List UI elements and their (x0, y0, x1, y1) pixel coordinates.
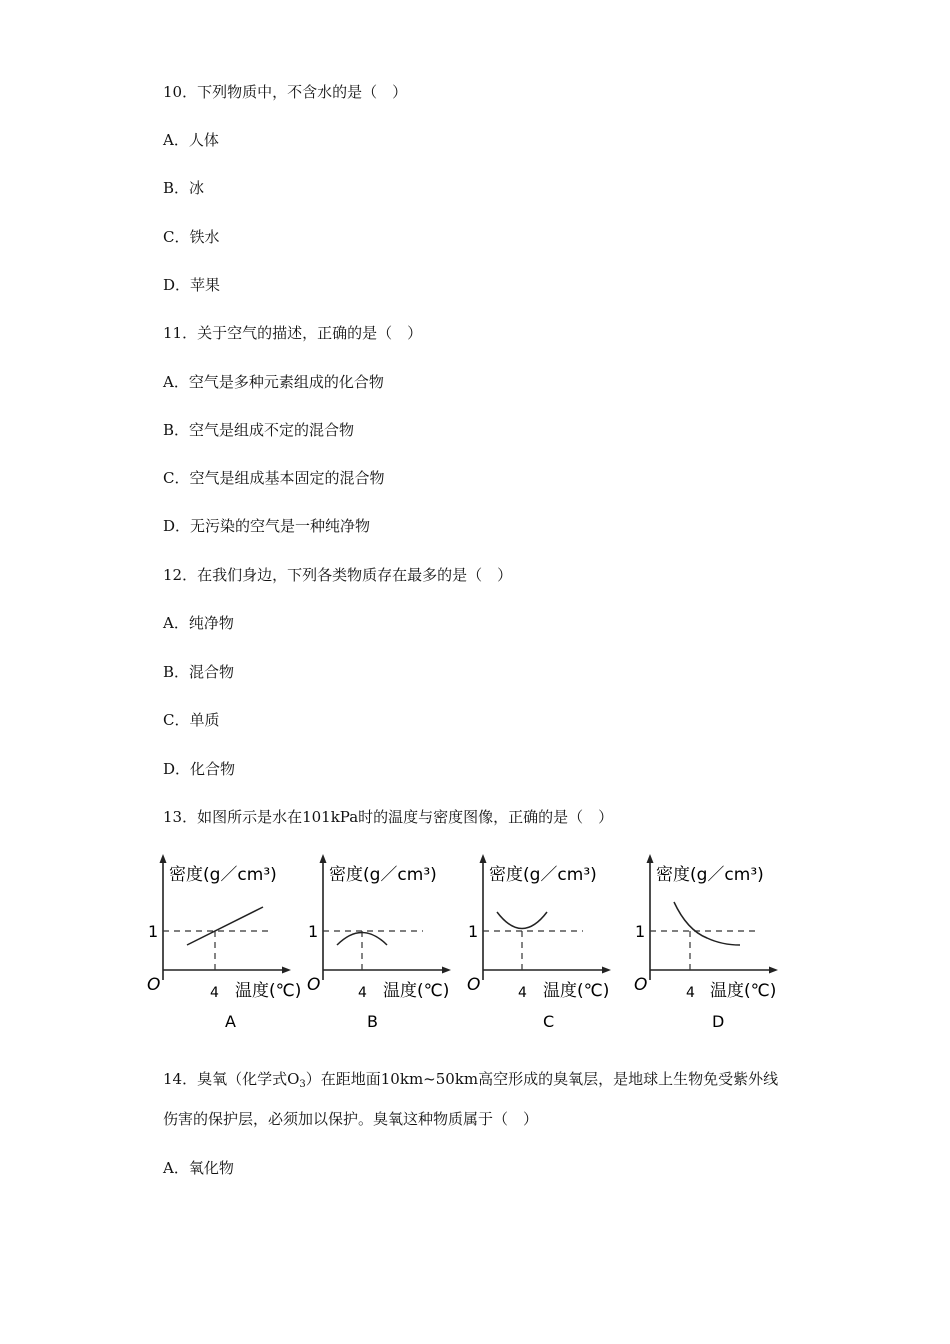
q11-option-b: B．空气是组成不定的混合物 (163, 421, 355, 439)
graph-b-ylabel: 密度(g／cm³) (329, 865, 437, 885)
q12-option-a: A．纯净物 (163, 614, 234, 632)
graph-d-y-tick: 1 (635, 922, 646, 941)
q12-option-d: D．化合物 (163, 760, 236, 778)
q10-option-c: C．铁水 (163, 228, 220, 246)
graph-c-curve (497, 912, 547, 929)
graph-b-x-tick: 4 (358, 985, 367, 1001)
graph-d (632, 850, 797, 1050)
graph-b (305, 850, 470, 1050)
graph-d-x-arrow (769, 967, 778, 974)
graph-d-origin: O (634, 975, 648, 995)
graph-d-curve (674, 902, 740, 945)
q14-option-a: A．氧化物 (163, 1159, 234, 1177)
graph-b-svg (305, 850, 470, 1050)
q14-stem-part2: ）在距地面10km~50km高空形成的臭氧层，是地球上生物免受紫外线 (305, 1070, 779, 1088)
graph-a-curve (187, 907, 263, 945)
q14-stem-line2: 伤害的保护层，必须加以保护。臭氧这种物质属于（ ） (163, 1110, 539, 1128)
graph-b-xlabel: 温度(℃) (383, 981, 450, 1001)
q14-stem-part1: 14．臭氧（化学式O (163, 1070, 300, 1088)
q12-stem: 12．在我们身边，下列各类物质存在最多的是（ ） (163, 566, 513, 584)
graph-a-y-tick: 1 (148, 922, 159, 941)
graph-d-xlabel: 温度(℃) (710, 981, 777, 1001)
graph-a (145, 850, 310, 1050)
graph-a-svg (145, 850, 310, 1050)
graph-b-y-arrow (320, 854, 327, 863)
q10-option-b: B．冰 (163, 179, 205, 197)
graph-b-letter: B (367, 1012, 378, 1031)
graph-b-origin: O (307, 975, 321, 995)
q10-option-d: D．苹果 (163, 276, 221, 294)
graph-c (465, 850, 630, 1050)
q10-option-a: A．人体 (163, 131, 219, 149)
graph-c-letter: C (543, 1012, 555, 1031)
graph-a-ylabel: 密度(g／cm³) (169, 865, 277, 885)
q14-subscript: 3 (299, 1079, 306, 1090)
q11-option-d: D．无污染的空气是一种纯净物 (163, 517, 371, 535)
graph-d-ylabel: 密度(g／cm³) (656, 865, 764, 885)
graph-b-x-arrow (442, 967, 451, 974)
graph-b-y-tick: 1 (308, 922, 319, 941)
graph-c-ylabel: 密度(g／cm³) (489, 865, 597, 885)
q13-graph-figure (135, 850, 815, 1050)
q14-stem-line1 (163, 1069, 778, 1095)
q13-stem: 13．如图所示是水在101kPa时的温度与密度图像，正确的是（ ） (163, 808, 614, 826)
q12-option-b: B．混合物 (163, 663, 235, 681)
graph-d-y-arrow (647, 854, 654, 863)
graph-a-y-arrow (160, 854, 167, 863)
q12-option-c: C．单质 (163, 711, 220, 729)
graph-a-origin: O (147, 975, 161, 995)
graph-c-x-tick: 4 (518, 985, 527, 1001)
q11-option-a: A．空气是多种元素组成的化合物 (163, 373, 384, 391)
graph-c-x-arrow (602, 967, 611, 974)
graph-c-y-tick: 1 (468, 922, 479, 941)
graph-a-x-tick: 4 (210, 985, 219, 1001)
graph-d-letter: D (712, 1012, 725, 1031)
q11-option-c: C．空气是组成基本固定的混合物 (163, 469, 385, 487)
graph-a-letter: A (225, 1012, 236, 1031)
q11-stem: 11．关于空气的描述，正确的是（ ） (163, 324, 423, 342)
graph-c-y-arrow (480, 854, 487, 863)
graph-c-origin: O (467, 975, 481, 995)
graph-d-svg (632, 850, 797, 1050)
graph-c-svg (465, 850, 630, 1050)
graph-c-xlabel: 温度(℃) (543, 981, 610, 1001)
graph-a-xlabel: 温度(℃) (235, 981, 302, 1001)
q10-stem: 10．下列物质中，不含水的是（ ） (163, 83, 408, 101)
graph-a-x-arrow (282, 967, 291, 974)
graph-d-x-tick: 4 (686, 985, 695, 1001)
